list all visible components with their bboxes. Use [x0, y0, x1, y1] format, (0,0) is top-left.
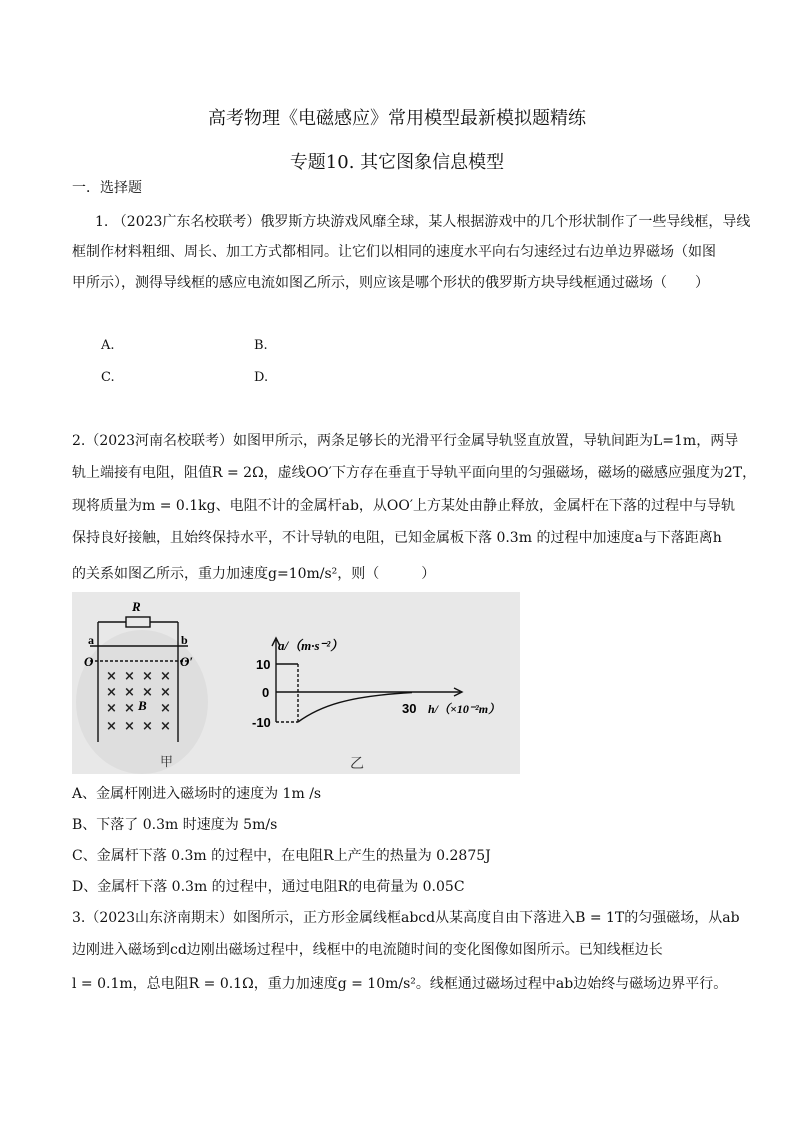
- y-axis-label: a/（m·s⁻²）: [278, 638, 344, 653]
- q2-line-5: 的关系如图乙所示，重力加速度g=10m/s²，则（ ）: [72, 566, 436, 582]
- svg-text:×: ×: [106, 669, 117, 684]
- q2-option-c: C、金属杆下落 0.3m 的过程中，在电阻R上产生的热量为 0.2875J: [72, 848, 491, 864]
- label-o: O: [84, 654, 94, 669]
- section-heading: 一．选择题: [72, 180, 142, 196]
- field-label: B: [138, 698, 147, 713]
- x-axis-label: h/（×10⁻²m）: [428, 702, 501, 716]
- q2-line-3: 现将质量为m = 0.1kg、电阻不计的金属杆ab，从OO′上方某处由静止释放，金属杆在下落的过程中与导轨: [72, 498, 736, 514]
- label-b: b: [181, 633, 188, 647]
- caption-right: 乙: [350, 756, 364, 772]
- page-title: 高考物理《电磁感应》常用模型最新模拟题精练: [208, 108, 586, 129]
- q3-line-1: 3.（2023山东济南期末）如图所示，正方形金属线框abcd从某高度自由下落进入B = 1T的匀强磁场，从ab: [72, 910, 740, 926]
- label-o-prime: O′: [180, 654, 194, 669]
- q2-line-1: 2.（2023河南名校联考）如图甲所示，两条足够长的光滑平行金属导轨竖直放置，导轨间距为L=1m，两导: [72, 433, 739, 449]
- ah-graph-curve: [276, 664, 412, 722]
- q3-line-3: l = 0.1m，总电阻R = 0.1Ω，重力加速度g = 10m/s²。线框通过磁场过程中ab边始终与磁场边界平行。: [72, 976, 728, 992]
- svg-text:×: ×: [124, 701, 135, 716]
- tick-30: 30: [402, 701, 417, 716]
- caption-left: 甲: [160, 755, 174, 770]
- q2-option-b: B、下落了 0.3m 时速度为 5m/s: [72, 817, 278, 833]
- resistor-label: R: [132, 599, 141, 614]
- q1-line-2: 框制作材料粗细、周长、加工方式都相同。让它们以相同的速度水平向右匀速经过右边单边界磁场（如图: [72, 244, 716, 260]
- q2-option-d: D、金属杆下落 0.3m 的过程中，通过电阻R的电荷量为 0.05C: [72, 879, 465, 895]
- svg-text:×: ×: [160, 701, 171, 716]
- q1-option-c: C.: [101, 370, 115, 385]
- svg-text:×: ×: [160, 719, 171, 734]
- svg-text:×: ×: [106, 685, 117, 700]
- tick-neg-10: -10: [252, 715, 271, 730]
- page-subtitle: 专题10. 其它图象信息模型: [289, 152, 505, 173]
- svg-text:×: ×: [160, 685, 171, 700]
- q2-line-2: 轨上端接有电阻，阻值R = 2Ω，虚线OO′下方存在垂直于导轨平面向里的匀强磁场，磁场的磁感应强度为2T，: [72, 465, 757, 481]
- q2-figure: [72, 592, 520, 774]
- svg-text:×: ×: [142, 669, 153, 684]
- q3-line-2: 边刚进入磁场到cd边刚出磁场过程中，线框中的电流随时间的变化图像如图所示。已知线框边长: [72, 942, 663, 958]
- resistor-symbol: [126, 617, 150, 627]
- q1-option-d: D.: [254, 370, 269, 385]
- tick-0: 0: [262, 685, 270, 700]
- svg-text:×: ×: [124, 669, 135, 684]
- q2-option-a: A、金属杆刚进入磁场时的速度为 1m /s: [72, 786, 322, 802]
- svg-text:×: ×: [106, 701, 117, 716]
- svg-text:×: ×: [142, 685, 153, 700]
- q2-line-4: 保持良好接触，且始终保持水平，不计导轨的电阻，已知金属板下落 0.3m 的过程中加速度a与下落距离h: [72, 530, 722, 546]
- q1-option-a: A.: [101, 338, 115, 353]
- svg-text:×: ×: [106, 719, 117, 734]
- q1-option-b: B.: [254, 338, 268, 353]
- q1-line-1: 1. （2023广东名校联考）俄罗斯方块游戏风靡全球，某人根据游戏中的几个形状制作了一些导线框，导线: [95, 214, 751, 230]
- label-a: a: [88, 633, 94, 647]
- svg-text:×: ×: [124, 685, 135, 700]
- q1-line-3: 甲所示），测得导线框的感应电流如图乙所示，则应该是哪个形状的俄罗斯方块导线框通过磁场（ ）: [72, 275, 709, 291]
- svg-text:×: ×: [124, 719, 135, 734]
- svg-text:×: ×: [142, 719, 153, 734]
- tick-10: 10: [256, 657, 271, 672]
- svg-text:×: ×: [160, 669, 171, 684]
